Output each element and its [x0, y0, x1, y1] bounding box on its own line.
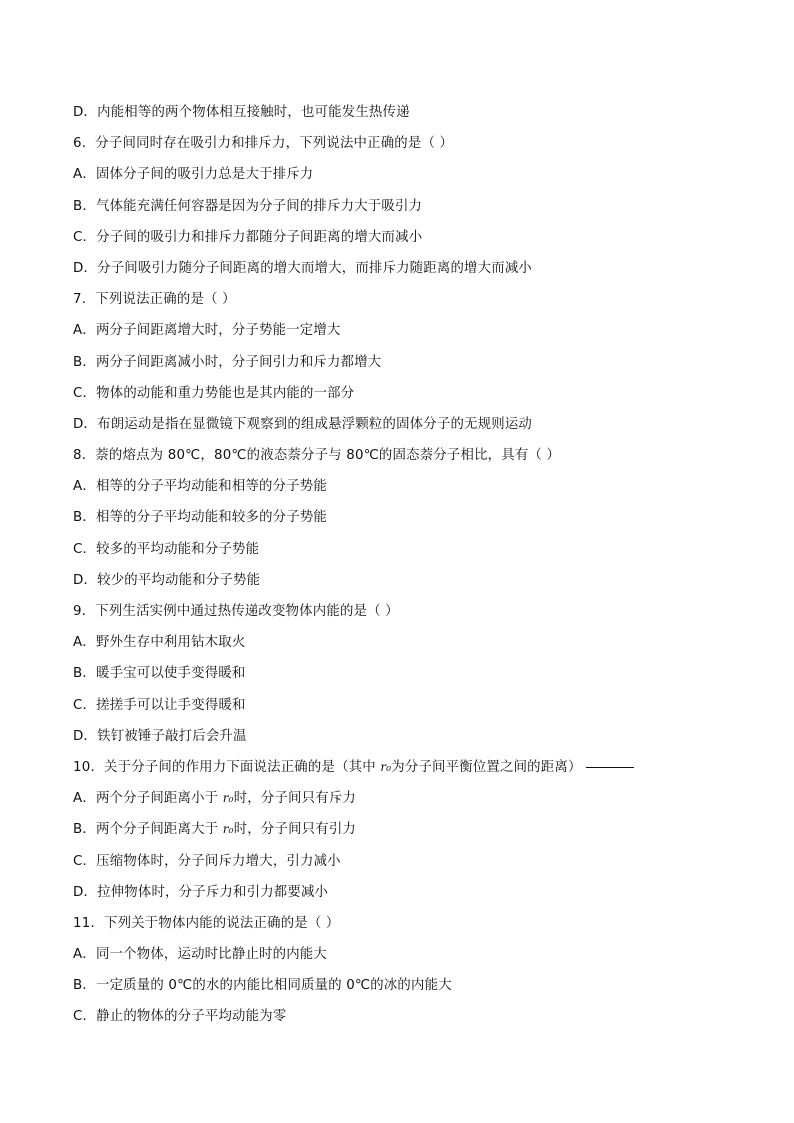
- q11-option-b: B．一定质量的 0℃的水的内能比相同质量的 0℃的冰的内能大: [73, 978, 452, 994]
- q10-option-b-text-end: 时，分子间只有引力: [233, 822, 357, 838]
- q10-stem: [73, 757, 733, 788]
- q11-option-c: C．静止的物体的分子平均动能为零: [73, 1009, 287, 1025]
- q6-stem: 6．分子间同时存在吸引力和排斥力，下列说法中正确的是（ ）: [73, 136, 454, 152]
- q10-option-c: C．压缩物体时，分子间斥力增大，引力减小: [73, 853, 341, 869]
- q9-option-b: B．暖手宝可以使手变得暖和: [73, 666, 246, 682]
- q9-option-c: C．搓搓手可以让手变得暖和: [73, 697, 246, 713]
- q5-option-d: D．内能相等的两个物体相互接触时，也可能发生热传递: [73, 105, 410, 120]
- q6-option-d: D．分子间吸引力随分子间距离的增大而增大，而排斥力随距离的增大而减小: [73, 260, 532, 276]
- answer-blank[interactable]: [586, 766, 634, 768]
- q7-option-d: D．布朗运动是指在显微镜下观察到的组成悬浮颗粒的固体分子的无规则运动: [73, 416, 532, 432]
- q6-option-a: A．固体分子间的吸引力总是大于排斥力: [73, 167, 314, 183]
- q7-option-a: A．两分子间距离增大时，分子势能一定增大: [73, 323, 341, 339]
- q10-stem-text-end: 为分子间平衡位置之间的距离）: [391, 759, 582, 775]
- q10-option-a-text: A．两个分子间距离小于: [73, 791, 223, 807]
- q7-stem: 7．下列说法正确的是（ ）: [73, 292, 236, 308]
- q7-option-b: B．两分子间距离减小时，分子间引力和斥力都增大: [73, 354, 382, 370]
- r0-symbol: r₀: [222, 822, 234, 837]
- q8-option-c: C．较多的平均动能和分子势能: [73, 541, 260, 557]
- q8-option-d: D．较少的平均动能和分子势能: [73, 572, 261, 588]
- q7-option-c: C．物体的动能和重力势能也是其内能的一部分: [73, 385, 355, 401]
- q11-option-a: A．同一个物体，运动时比静止时的内能大: [73, 947, 327, 963]
- q8-option-a: A．相等的分子平均动能和相等的分子势能: [73, 479, 327, 495]
- q9-option-d: D．铁钉被锤子敲打后会升温: [73, 728, 247, 744]
- q10-option-b-text: B．两个分子间距离大于: [73, 822, 223, 838]
- r0-symbol: r₀: [222, 791, 234, 806]
- q10-stem-text: 10．关于分子间的作用力下面说法正确的是（其中: [73, 759, 381, 775]
- q8-stem: 8．萘的熔点为 80℃，80℃的液态萘分子与 80℃的固态萘分子相比，具有（ ）: [73, 448, 561, 464]
- q11-stem: 11．下列关于物体内能的说法正确的是（ ）: [73, 915, 340, 931]
- q9-option-a: A．野外生存中利用钻木取火: [73, 635, 246, 651]
- q6-option-b: B．气体能充满任何容器是因为分子间的排斥力大于吸引力: [73, 198, 423, 214]
- q8-option-b: B．相等的分子平均动能和较多的分子势能: [73, 510, 328, 526]
- r0-symbol: r₀: [380, 759, 392, 774]
- q9-stem: 9．下列生活实例中通过热传递改变物体内能的是（ ）: [73, 604, 399, 619]
- q10-option-a: [73, 788, 733, 819]
- q10-option-a-text-end: 时，分子间只有斥力: [233, 791, 357, 807]
- question-list: [73, 102, 733, 1038]
- q10-option-d: D．拉伸物体时，分子斥力和引力都要减小: [73, 884, 329, 900]
- q10-option-b: [73, 819, 733, 850]
- q6-option-c: C．分子间的吸引力和排斥力都随分子间距离的增大而减小: [73, 229, 423, 245]
